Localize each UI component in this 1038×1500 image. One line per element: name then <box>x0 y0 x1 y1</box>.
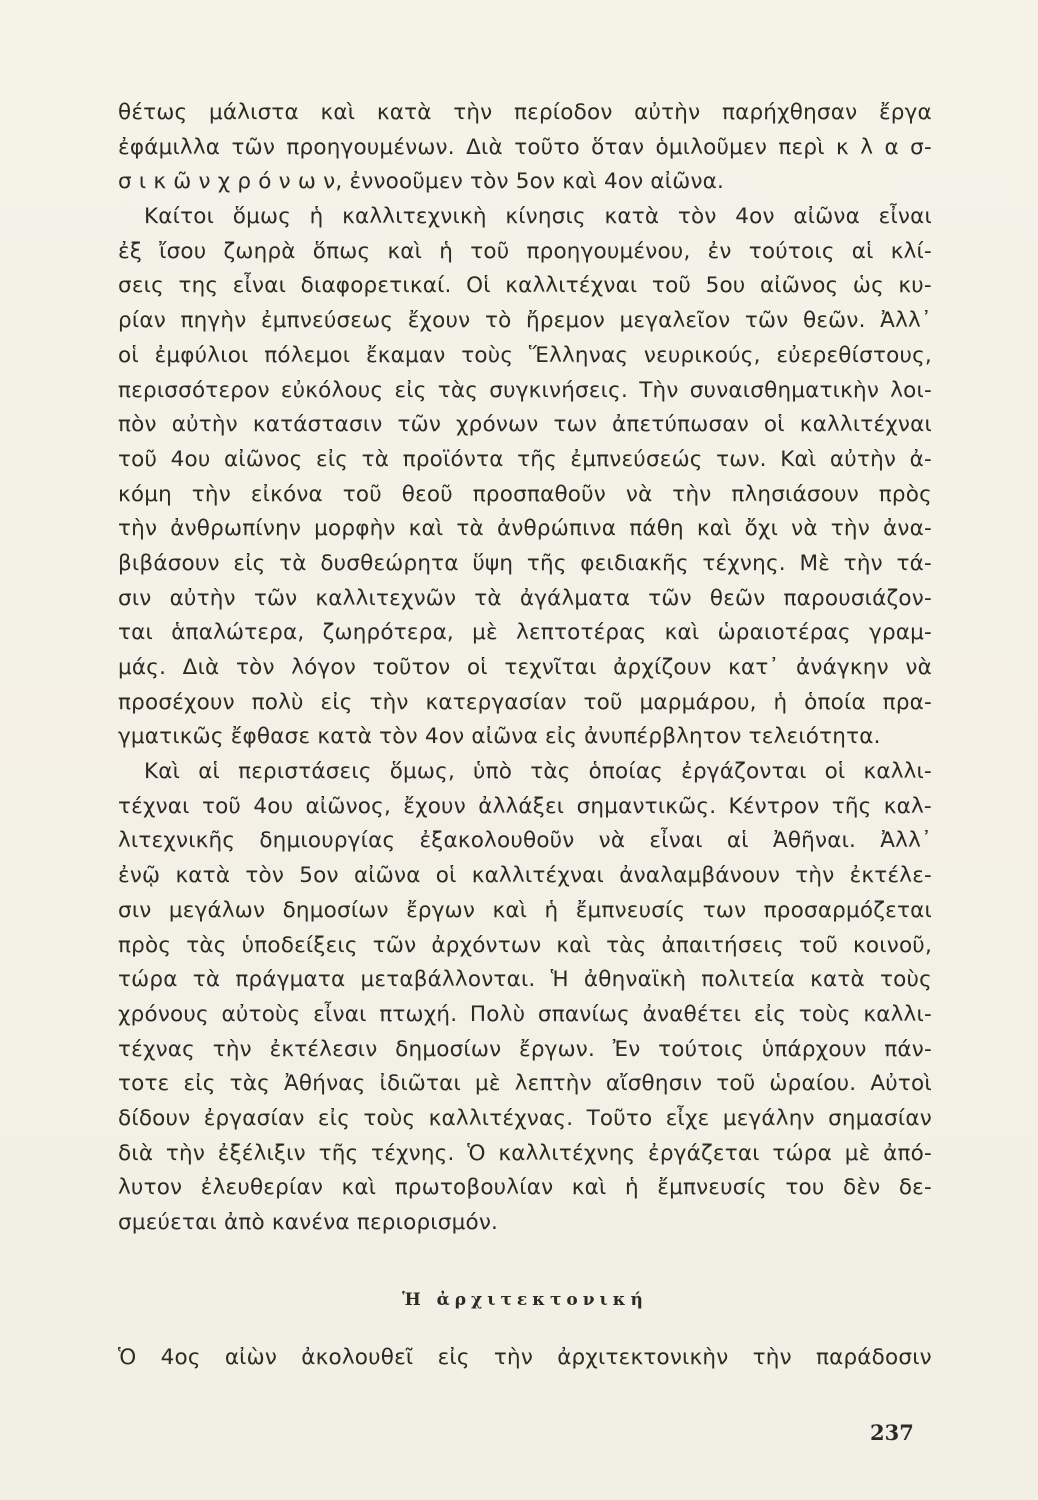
text-line: ἐνῷ κατὰ τὸν 5ον αἰῶνα οἱ καλλιτέχναι ἀναλαμβάνουν τὴν ἐκτέλε- <box>118 863 932 889</box>
text-line: σεις της εἶναι διαφορετικαί. Οἱ καλλιτέχναι τοῦ 5ου αἰῶνος ὡς κυ- <box>118 273 932 299</box>
text-line: σ ι κ ῶ ν χ ρ ό ν ω ν, ἐννοοῦμεν τὸν 5ον καὶ 4ον αἰῶνα. <box>118 169 725 195</box>
text-line: σμεύεται ἀπὸ κανένα περιορισμόν. <box>118 1210 499 1235</box>
text-line: γματικῶς ἔφθασε κατὰ τὸν 4ον αἰῶνα εἰς ἀνυπέρβλητον τελειότητα. <box>118 724 881 750</box>
text-line: Καίτοι ὅμως ἡ καλλιτεχνικὴ κίνησις κατὰ τὸν 4ον αἰῶνα εἶναι <box>144 204 932 230</box>
text-line: δίδουν ἐργασίαν εἰς τοὺς καλλιτέχνας. Τοῦτο εἶχε μεγάλην σημασίαν <box>118 1105 932 1131</box>
text-line: τοῦ 4ου αἰῶνος εἰς τὰ προϊόντα τῆς ἐμπνεύσεώς των. Καὶ αὐτὴν ἀ- <box>118 446 932 472</box>
text-line: πρὸς τὰς ὑποδείξεις τῶν ἀρχόντων καὶ τὰς ἀπαιτήσεις τοῦ κοινοῦ, <box>118 932 932 958</box>
text-line: τοτε εἰς τὰς Ἀθήνας ἰδιῶται μὲ λεπτὴν αἴσθησιν τοῦ ὡραίου. Αὐτοὶ <box>118 1071 932 1097</box>
body-text <box>118 96 932 1241</box>
text-line: διὰ τὴν ἐξέλιξιν τῆς τέχνης. Ὁ καλλιτέχνης ἐργάζεται τώρα μὲ ἀπό- <box>118 1140 932 1166</box>
text-line: πὸν αὐτὴν κατάστασιν τῶν χρόνων των ἀπετύπωσαν οἱ καλλιτέχναι <box>118 412 932 438</box>
text-line: τώρα τὰ πράγματα μεταβάλλονται. Ἡ ἀθηναϊκὴ πολιτεία κατὰ τοὺς <box>118 967 932 993</box>
text-line: Καὶ αἱ περιστάσεις ὅμως, ὑπὸ τὰς ὁποίας ἐργάζονται οἱ καλλι- <box>144 759 932 785</box>
text-line: περισσότερον εὐκόλους εἰς τὰς συγκινήσεις. Τὴν συναισθηματικὴν λοι- <box>118 377 932 403</box>
page-number: 237 <box>870 1420 914 1445</box>
text-line: μάς. Διὰ τὸν λόγον τοῦτον οἱ τεχνῖται ἀρχίζουν κατ᾽ ἀνάγκην νὰ <box>118 655 932 680</box>
text-line: θέτως μάλιστα καὶ κατὰ τὴν περίοδον αὐτὴν παρήχθησαν ἔργα <box>118 100 932 125</box>
text-line: οἱ ἐμφύλιοι πόλεμοι ἔκαμαν τοὺς Ἕλληνας νευρικούς, εὐερεθίστους, <box>118 342 932 368</box>
text-line: λυτον ἐλευθερίαν καὶ πρωτοβουλίαν καὶ ἡ ἔμπνευσίς του δὲν δε- <box>118 1175 932 1201</box>
text-line: λιτεχνικῆς δημιουργίας ἐξακολουθοῦν νὰ εἶναι αἱ Ἀθῆναι. Ἀλλ᾽ <box>118 828 932 854</box>
text-line: ρίαν πηγὴν ἐμπνεύσεως ἔχουν τὸ ἤρεμον μεγαλεῖον τῶν θεῶν. Ἀλλ᾽ <box>118 308 932 334</box>
text-line: τέχναι τοῦ 4ου αἰῶνος, ἔχουν ἀλλάξει σημαντικῶς. Κέντρον τῆς καλ- <box>118 793 932 819</box>
text-line: προσέχουν πολὺ εἰς τὴν κατεργασίαν τοῦ μαρμάρου, ἡ ὁποία πρα- <box>118 689 932 715</box>
text-line: ἐφάμιλλα τῶν προηγουμένων. Διὰ τοῦτο ὅταν ὁμιλοῦμεν περὶ κ λ α σ- <box>118 134 932 160</box>
text-line: σιν μεγάλων δημοσίων ἔργων καὶ ἡ ἔμπνευσίς των προσαρμόζεται <box>118 897 932 923</box>
section-heading: Ἡ ἀρχιτεκτονική <box>402 1290 648 1310</box>
section-first-line <box>118 1341 932 1376</box>
text-line: τέχνας τὴν ἐκτέλεσιν δημοσίων ἔργων. Ἐν τούτοις ὑπάρχουν πάν- <box>118 1036 932 1062</box>
text-line: κόμη τὴν εἰκόνα τοῦ θεοῦ προσπαθοῦν νὰ τὴν πλησιάσουν πρὸς <box>118 481 932 507</box>
text-line: σιν αὐτὴν τῶν καλλιτεχνῶν τὰ ἀγάλματα τῶν θεῶν παρουσιάζον- <box>118 585 932 611</box>
text-line: ται ἁπαλώτερα, ζωηρότερα, μὲ λεπτοτέρας καὶ ὡραιοτέρας γραμ- <box>118 620 932 646</box>
text-line: Ὁ 4ος αἰὼν ἀκολουθεῖ εἰς τὴν ἀρχιτεκτονικὴν τὴν παράδοσιν <box>118 1345 932 1370</box>
text-line: τὴν ἀνθρωπίνην μορφὴν καὶ τὰ ἀνθρώπινα πάθη καὶ ὄχι νὰ τὴν ἀνα- <box>118 516 932 542</box>
text-line: βιβάσουν εἰς τὰ δυσθεώρητα ὕψη τῆς φειδιακῆς τέχνης. Μὲ τὴν τά- <box>118 550 932 576</box>
text-line: ἐξ ἴσου ζωηρὰ ὅπως καὶ ἡ τοῦ προηγουμένου, ἐν τούτοις αἱ κλί- <box>118 238 932 264</box>
text-line: χρόνους αὐτοὺς εἶναι πτωχή. Πολὺ σπανίως ἀναθέτει εἰς τοὺς καλλι- <box>118 1001 932 1027</box>
